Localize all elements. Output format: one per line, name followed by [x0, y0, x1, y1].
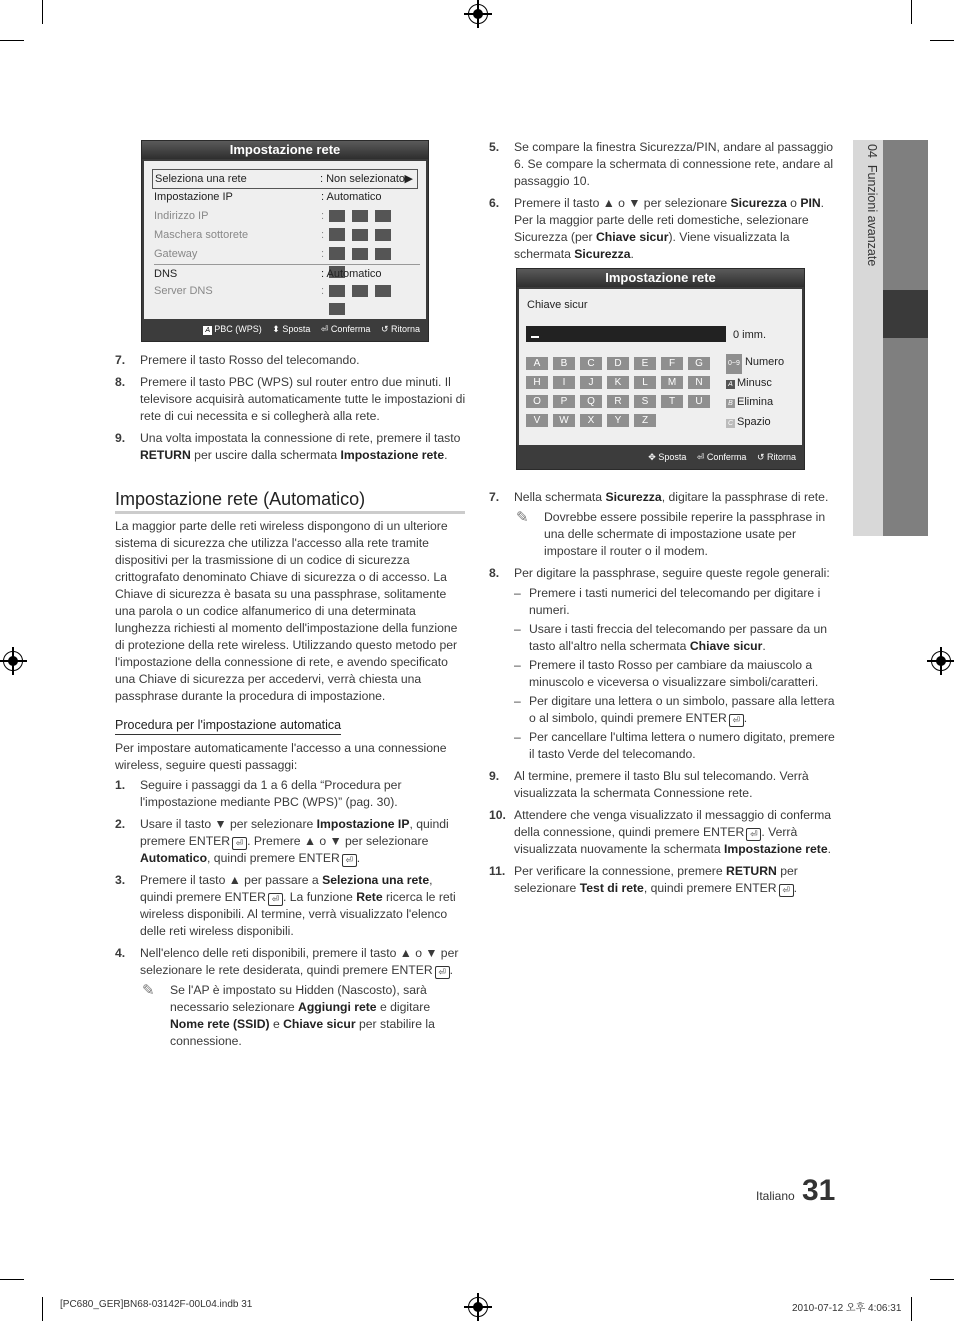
registration-mark-icon	[931, 651, 951, 671]
screen-title: Impostazione rete	[142, 141, 428, 159]
keyboard-key[interactable]: J	[580, 376, 602, 389]
screen-footer: ✥ Sposta ⏎ Conferma ↺ Ritorna	[519, 447, 802, 467]
network-settings-screen	[141, 140, 429, 342]
dns-row[interactable]: DNS : Automatico	[154, 264, 420, 283]
chapter-number: 04	[865, 144, 879, 158]
keyboard-key[interactable]: M	[661, 376, 683, 389]
file-info: [PC680_GER]BN68-03142F-00L04.indb 31	[60, 1299, 253, 1310]
keyboard-key[interactable]: R	[607, 395, 629, 408]
crop-mark	[0, 1279, 24, 1280]
registration-mark-icon	[468, 4, 488, 24]
gateway-row: Gateway :	[154, 245, 420, 263]
note: ✎ Se l'AP è impostato su Hidden (Nascosto), sarà necessario selezionare Aggiungi rete e digitare Nome rete (SSID) e Chiave sicur per stabilire la connessione.	[142, 982, 435, 1048]
keyboard-key[interactable]: E	[634, 357, 656, 370]
section-body: La maggior parte delle reti wireless dispongono di un ulteriore sistema di sicurezza che utilizza l'accesso alla rete tramite dispositivi per la trasmissione di un codice di sicurezza crittografato denominato Chiave di sicurezza o di accesso. La Chiave di sicurezza è basata su una passphrase, solitamente una parola o un codice alfanumerico di una determinata lunghezza richiesti al momento dell'impostazione della funzione di protezione della rete wireless. Utilizzando questo metodo per l'impostazione della connessione di rete, e avendo specificato una Chiave di sicurezza per accedervi, verrà chiesta una passphrase durante la procedura di impostazione. Procedura per l'impostazione automatica Per impostare automaticamente l'accesso a una connessione wireless, seguire questi passaggi: 1. Seguire i passaggi da 1 a 6 della “Procedura per l'impostazione mediante PBC (WPS)” (pag. 30). 2. Usare il tasto ▼ per selezionare Impostazione IP, quindi premere ENTER ⏎ . Premere ▲ o ▼ per selezionare Automatico, quindi premere ENTER ⏎ . 3. Premere il tasto ▲ per passare a Seleziona una rete, quindi premere ENTER ⏎ . La funzione Rete ricerca le reti wireless disponibili. Al termine, verrà visualizzato l'elenco delle reti wireless disponibili. 4. Nell'elenco delle reti disponibili, premere il tasto ▲ o ▼ per selezionare le rete desiderata, quindi premere ENTER ⏎ . ✎ Se l'AP è impostato su Hidden (Nascosto), sarà necessario selezionare Aggiungi rete e digitare Nome rete (SSID) e Chiave sicur per stabilire la connessione.	[115, 518, 465, 1055]
crop-mark	[42, 1297, 43, 1321]
ip-setting-row[interactable]: Impostazione IP : Automatico	[154, 191, 382, 203]
crop-mark	[911, 1297, 912, 1321]
enter-icon: ⏎	[746, 828, 761, 841]
keyboard-legend: 0~9 Numero A Minusc B Elimina C Spazio	[727, 356, 785, 428]
keyboard-key[interactable]: X	[580, 414, 602, 427]
crop-mark	[42, 0, 43, 24]
keyboard-key[interactable]: A	[526, 357, 548, 370]
enter-icon: ⏎	[729, 714, 744, 727]
enter-icon: ⏎	[435, 966, 450, 979]
subheading: Procedura per l'impostazione automatica	[115, 717, 341, 735]
enter-icon: ⏎	[779, 884, 794, 897]
keyboard-key[interactable]: Q	[580, 395, 602, 408]
keyboard-key[interactable]: H	[526, 376, 548, 389]
chapter-title: Funzioni avanzate	[865, 164, 879, 267]
keyboard-key[interactable]: B	[553, 357, 575, 370]
yellow-c-key-icon: C	[727, 419, 734, 427]
crop-mark	[930, 1279, 954, 1280]
keyboard-key[interactable]: P	[553, 395, 575, 408]
keyboard-key[interactable]: Z	[634, 414, 656, 427]
ip-address-row: Indirizzo IP :	[154, 207, 420, 225]
keyboard-key[interactable]: G	[688, 357, 710, 370]
page-number: 31	[802, 1174, 836, 1207]
keyboard-key[interactable]: N	[688, 376, 710, 389]
intro-paragraph: La maggior parte delle reti wireless dispongono di un ulteriore sistema di sicurezza che utilizza l'accesso alla rete tramite dispositivi per la trasmissione di un codice di sicurezza crittografato denominato Chiave di sicurezza o di accesso. La Chiave di sicurezza è basata su una passphrase, solitamente una parola o un codice alfanumerico di una determinata lunghezza richiesti al momento dell'impostazione della funzione di protezione della rete wireless. Utilizzando questo metodo per l'impostazione della connessione di rete, e avendo specificato una Chiave di sicurezza per accedervi, verrà chiesta una passphrase durante la procedura di impostazione.	[115, 519, 458, 703]
left-steps-top: 7. Premere il tasto Rosso del telecomando. 8. Premere il tasto PBC (WPS) sul router entro due minuti. Il televisore acquisirà automaticamente tutte le impostazioni di rete di cui necessita e si collegherà alla rete. 9. Una volta impostata la connessione di rete, premere il tasto RETURN per uscire dalla schermata Impostazione rete.	[115, 353, 466, 462]
keyboard-key[interactable]: Y	[607, 414, 629, 427]
green-b-key-icon: B	[726, 399, 735, 408]
keyboard-key[interactable]: D	[607, 357, 629, 370]
subnet-mask-row: Maschera sottorete :	[154, 226, 420, 244]
char-count: 0 imm.	[733, 329, 766, 341]
keyboard-key[interactable]: T	[661, 395, 683, 408]
print-date: 2010-07-12 오후 4:06:31	[792, 1303, 902, 1314]
right-steps-top: 5. Se compare la finestra Sicurezza/PIN, andare al passaggio 6. Se compare la schermata di connessione rete, andare al passaggio 10. 6. Premere il tasto ▲ o ▼ per selezionare Sicurezza o PIN. Per la maggior parte delle reti domestiche, selezionare Sicurezza (per Chiave sicur). Viene visualizzata la schermata Sicurezza.	[489, 140, 834, 261]
right-steps: 7. Nella schermata Sicurezza, digitare la passphrase di rete. ✎ Dovrebbe essere possibile reperire la passphrase in una delle schermate di impostazione usate per impostare il router o il modem. 8. Per digitare la passphrase, seguire queste regole generali: – Premere i tasti numerici del telecomando per digitare i numeri. – Usare i tasti freccia del telecomando per passare da un tasto all'altro nella schermata Chiave sicur. – Premere il tasto Rosso per cambiare da maiuscolo a minuscolo e viceversa o visualizzare simboli/caratteri. – Per digitare una lettera o un simbolo, passare alla lettera o al simbolo, quindi premere ENTER ⏎ . – Per cancellare l'ultima lettera o numero digitato, premere il tasto Verde del telecomando. 9. Al termine, premere il tasto Blu sul telecomando. Verrà visualizzata la schermata Connessione rete. 10. Attendere che venga visualizzato il messaggio di conferma della connessione, quindi premere ENTER ⏎ . Verrà visualizzata nuovamente la schermata Impostazione rete. 11. Per verificare la connessione, premere RETURN per selezionare Test di rete, quindi premere ENTER ⏎ .	[489, 489, 835, 902]
screen-footer: A PBC (WPS) ⬍ Sposta ⏎ Conferma ↺ Ritorna	[144, 319, 426, 339]
number-key-icon: 0~9	[726, 354, 742, 374]
screen-title: Impostazione rete	[517, 269, 804, 287]
registration-mark-icon	[468, 1297, 488, 1317]
keyboard-key[interactable]: W	[553, 414, 575, 427]
on-screen-keyboard[interactable]	[526, 357, 726, 433]
keyboard-key[interactable]: S	[634, 395, 656, 408]
red-a-key-icon: A	[203, 326, 212, 335]
keyboard-key[interactable]: F	[661, 357, 683, 370]
crop-mark	[930, 40, 954, 41]
sub-intro: Per impostare automaticamente l'accesso a una connessione wireless, seguire questi passaggi:	[115, 741, 447, 772]
keyboard-key[interactable]: L	[634, 376, 656, 389]
crop-mark	[911, 0, 912, 24]
note-pencil-icon: ✎	[142, 982, 155, 999]
keyboard-key[interactable]: V	[526, 414, 548, 427]
enter-icon: ⏎	[232, 837, 247, 850]
keyboard-key[interactable]: I	[553, 376, 575, 389]
side-tab	[853, 140, 928, 536]
keyboard-key[interactable]: U	[688, 395, 710, 408]
red-a-key-icon: A	[726, 380, 735, 389]
enter-icon: ⏎	[342, 854, 357, 867]
crop-mark	[0, 40, 24, 41]
registration-mark-icon	[3, 651, 23, 671]
enter-icon: ⏎	[268, 893, 283, 906]
key-label: Chiave sicur	[527, 299, 588, 311]
note-pencil-icon: ✎	[516, 509, 529, 526]
select-network-row[interactable]: Seleziona una rete : Non selezionato ▶	[152, 169, 418, 189]
keyboard-key[interactable]: O	[526, 395, 548, 408]
keyboard-key[interactable]: K	[607, 376, 629, 389]
language-label: Italiano	[756, 1189, 795, 1203]
keyboard-key[interactable]: C	[580, 357, 602, 370]
passphrase-input[interactable]	[526, 326, 726, 342]
dns-server-row: Server DNS :	[154, 282, 420, 300]
section-heading: Impostazione rete (Automatico)	[115, 487, 465, 514]
security-key-screen	[516, 268, 805, 470]
note: ✎ Dovrebbe essere possibile reperire la passphrase in una delle schermate di impostazione usate per impostare il router o il modem.	[516, 509, 826, 558]
